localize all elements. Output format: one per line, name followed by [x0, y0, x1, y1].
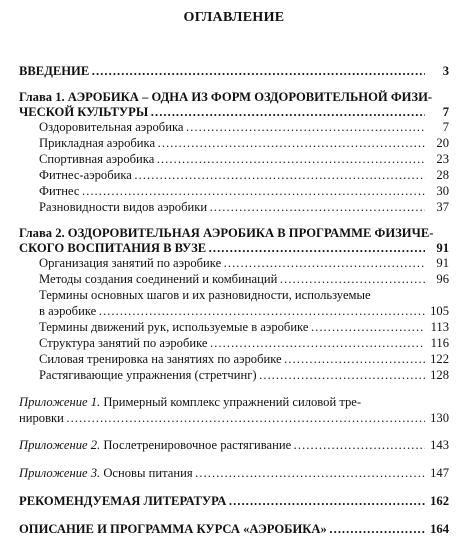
toc-entry-text: Силовая тренировка на занятиях по аэробике [39, 352, 282, 366]
toc-entry-text: Структура занятий по аэробике [39, 336, 208, 350]
toc-entry-step-terms-line2[interactable] [39, 304, 449, 319]
toc-page-number: 96 [436, 272, 449, 286]
dot-leader [195, 466, 425, 481]
appendix-label: Приложение 3. [19, 466, 101, 480]
toc-entry-arm-terms[interactable] [39, 320, 449, 335]
toc-chapter-2-line2[interactable] [19, 241, 449, 256]
toc-entry-methods[interactable] [39, 272, 449, 287]
dot-leader [91, 64, 425, 79]
dot-leader [208, 241, 425, 256]
appendix-label: Приложение 1. [19, 395, 101, 409]
toc-entry-text: Фитнес [39, 184, 80, 198]
toc-entry-applied-aerobics[interactable] [39, 136, 449, 151]
toc-entry-text: Разновидности видов аэробики [39, 200, 208, 214]
toc-entry-text: Послетренировочное растягивание [100, 438, 292, 452]
toc-entry-aerobics-varieties[interactable] [39, 200, 449, 215]
toc-entry-text: нировки [19, 411, 64, 425]
toc-page-number: 113 [430, 320, 449, 334]
toc-page-number: 28 [436, 168, 449, 182]
toc-appendix-1-line2[interactable] [19, 411, 449, 426]
toc-entry-stretching[interactable] [39, 368, 449, 383]
dot-leader [329, 522, 425, 537]
toc-entry-organization[interactable] [39, 256, 449, 271]
toc-page-number: 105 [430, 304, 449, 318]
dot-leader [259, 368, 425, 383]
toc-page-number: 130 [430, 411, 449, 425]
toc-entry-text: СКОГО ВОСПИТАНИЯ В ВУЗЕ [19, 241, 207, 255]
appendix-label: Приложение 2. [19, 438, 101, 452]
toc-entry-text: Фитнес-аэробика [39, 168, 132, 182]
toc-entry-step-terms-line1[interactable]: Термины основных шагов и их разновидности, используемые [39, 288, 371, 302]
toc-entry-sport-aerobics[interactable] [39, 152, 449, 167]
dot-leader [98, 304, 425, 319]
toc-page-number: 20 [436, 136, 449, 150]
toc-entry-structure[interactable] [39, 336, 449, 351]
dot-leader [157, 136, 425, 151]
dot-leader [293, 438, 425, 453]
toc-entry-text: Основы питания [100, 466, 193, 480]
toc-page-number: 143 [430, 438, 449, 452]
toc-entry-text: ВВЕДЕНИЕ [19, 64, 90, 78]
toc-chapter-2-line1[interactable]: Глава 2. ОЗДОРОВИТЕЛЬНАЯ АЭРОБИКА В ПРОГРАММЕ ФИЗИЧЕ- [19, 226, 434, 240]
toc-entry-text: Растягивающие упражнения (стретчинг) [39, 368, 257, 382]
toc-appendix-3[interactable] [19, 466, 449, 481]
toc-page-number: 30 [436, 184, 449, 198]
toc-entry-course-description[interactable] [19, 522, 449, 537]
toc-page-number: 116 [430, 336, 449, 350]
toc-entry-text: Термины движений рук, используемые в аэробике [39, 320, 309, 334]
toc-page-number: 162 [430, 494, 449, 508]
toc-page-number: 91 [436, 241, 449, 255]
toc-entry-text: Примерный комплекс упражнений силовой тре- [100, 395, 362, 409]
dot-leader [279, 272, 425, 287]
toc-page-number: 164 [430, 522, 449, 536]
toc-entry-strength[interactable] [39, 352, 449, 367]
page-title: ОГЛАВЛЕНИЕ [183, 10, 285, 25]
dot-leader [228, 494, 425, 509]
dot-leader [81, 184, 425, 199]
dot-leader [134, 168, 425, 183]
dot-leader [209, 200, 425, 215]
toc-entry-text: Спортивная аэробика [39, 152, 155, 166]
toc-entry-fitness-aerobics[interactable] [39, 168, 449, 183]
toc-entry-text: ЧЕСКОЙ КУЛЬТУРЫ [19, 105, 149, 119]
toc-entry-text: Организация занятий по аэробике [39, 256, 222, 270]
toc-page-number: 7 [442, 120, 449, 134]
toc-page-number: 3 [442, 64, 449, 78]
toc-entry-text: Прикладная аэробика [39, 136, 156, 150]
toc-page-number: 23 [436, 152, 449, 166]
toc-chapter-1-line2[interactable] [19, 105, 449, 120]
toc-entry-text: Оздоровительная аэробика [39, 120, 184, 134]
toc-page-number: 147 [430, 466, 449, 480]
toc-page-number: 37 [436, 200, 449, 214]
toc-page-number: 128 [430, 368, 449, 382]
toc-page-number: 7 [442, 105, 449, 119]
toc-entry-text: РЕКОМЕНДУЕМАЯ ЛИТЕРАТУРА [19, 494, 227, 508]
dot-leader [66, 411, 425, 426]
dot-leader [223, 256, 425, 271]
toc-entry-health-aerobics[interactable] [39, 120, 449, 135]
dot-leader [310, 320, 425, 335]
dot-leader [284, 352, 425, 367]
toc-entry-text: ОПИСАНИЕ И ПРОГРАММА КУРСА «АЭРОБИКА» [19, 522, 327, 536]
dot-leader [209, 336, 425, 351]
toc-entry-intro[interactable] [19, 64, 449, 79]
toc-chapter-1-line1[interactable]: Глава 1. АЭРОБИКА – ОДНА ИЗ ФОРМ ОЗДОРОВИТЕЛЬНОЙ ФИЗИ- [19, 90, 433, 104]
toc-entry-text: Методы создания соединений и комбинаций [39, 272, 278, 286]
toc-page-number: 122 [430, 352, 449, 366]
toc-entry-text: в аэробике [39, 304, 97, 318]
dot-leader [185, 120, 425, 135]
dot-leader [156, 152, 425, 167]
dot-leader [150, 105, 425, 120]
toc-entry-fitness[interactable] [39, 184, 449, 199]
toc-appendix-1-line1[interactable] [19, 395, 449, 410]
toc-appendix-2[interactable] [19, 438, 449, 453]
toc-entry-literature[interactable] [19, 494, 449, 509]
toc-page-number: 91 [436, 256, 449, 270]
